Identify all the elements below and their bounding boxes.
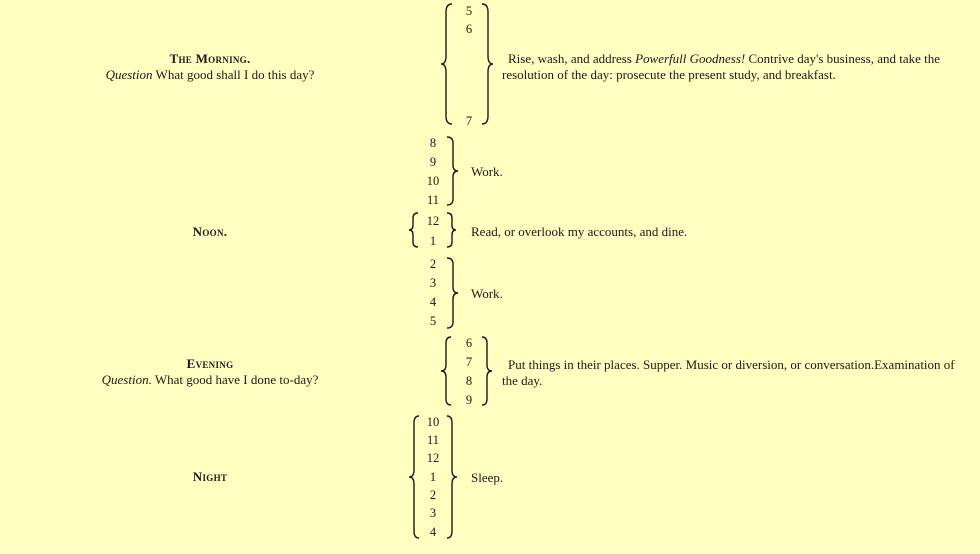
- period-morning: [60, 51, 360, 83]
- hour-label: 5: [465, 4, 473, 18]
- activity-text: Rise, wash, and address: [508, 51, 636, 66]
- hour-label: 4: [429, 295, 437, 309]
- hour-label: 4: [429, 525, 437, 539]
- right-brace-icon: [447, 258, 461, 328]
- hour-label: 12: [426, 214, 440, 228]
- question-text: What good shall I do this day?: [152, 67, 315, 82]
- hour-label: 11: [426, 433, 440, 447]
- hour-label: 11: [426, 193, 440, 207]
- period-night: [60, 469, 360, 485]
- activity-forenoon: Work.: [471, 164, 503, 179]
- left-brace-icon: [441, 337, 454, 405]
- hour-label: 1: [429, 234, 437, 248]
- period-name: Night: [192, 469, 228, 484]
- activity-evening: Put things in their places. Supper. Music or diversion, or conversation.Examination of the day.: [502, 357, 955, 388]
- activity-text: Contrive day's business, and take the resolution of the day: prosecute the present study, and breakfast.: [502, 51, 941, 82]
- activity-afternoon: Work.: [471, 286, 503, 301]
- left-brace-icon: [441, 4, 455, 124]
- hour-label: 2: [429, 488, 437, 502]
- hour-label: 1: [429, 470, 437, 484]
- hour-label: 3: [429, 506, 437, 520]
- right-brace-icon: [482, 4, 496, 124]
- question-label: Question: [105, 67, 153, 82]
- hour-label: 8: [429, 136, 437, 150]
- hour-label: 6: [465, 22, 473, 36]
- hour-label: 6: [465, 336, 473, 350]
- left-brace-icon: [409, 213, 421, 247]
- period-name: The Morning.: [169, 51, 251, 66]
- activity-noon: Read, or overlook my accounts, and dine.: [471, 224, 688, 239]
- hour-label: 5: [429, 314, 437, 328]
- question-label: Question.: [101, 372, 152, 387]
- period-name: Evening: [186, 356, 234, 371]
- hour-label: 3: [429, 276, 437, 290]
- period-question: [102, 372, 319, 387]
- hour-label: 7: [465, 355, 473, 369]
- right-brace-icon: [447, 137, 461, 205]
- period-noon: [60, 224, 360, 240]
- hour-label: 7: [465, 114, 473, 128]
- hour-label: 9: [429, 155, 437, 169]
- activity-morning: [502, 51, 962, 82]
- period-question: [106, 67, 315, 82]
- hour-label: 9: [465, 393, 473, 407]
- right-brace-icon: [447, 416, 460, 538]
- right-brace-icon: [482, 337, 495, 405]
- period-name: Noon.: [192, 224, 228, 239]
- right-brace-icon: [447, 213, 459, 247]
- activity-night: Sleep.: [471, 470, 504, 485]
- hour-label: 2: [429, 257, 437, 271]
- hour-label: 12: [426, 451, 440, 465]
- activity-emphasis: Powerfull Goodness!: [635, 51, 746, 66]
- hour-label: 10: [426, 415, 440, 429]
- hour-label: 10: [426, 174, 440, 188]
- hour-label: 8: [465, 374, 473, 388]
- period-evening: [60, 356, 360, 388]
- question-text: What good have I done to-day?: [151, 372, 319, 387]
